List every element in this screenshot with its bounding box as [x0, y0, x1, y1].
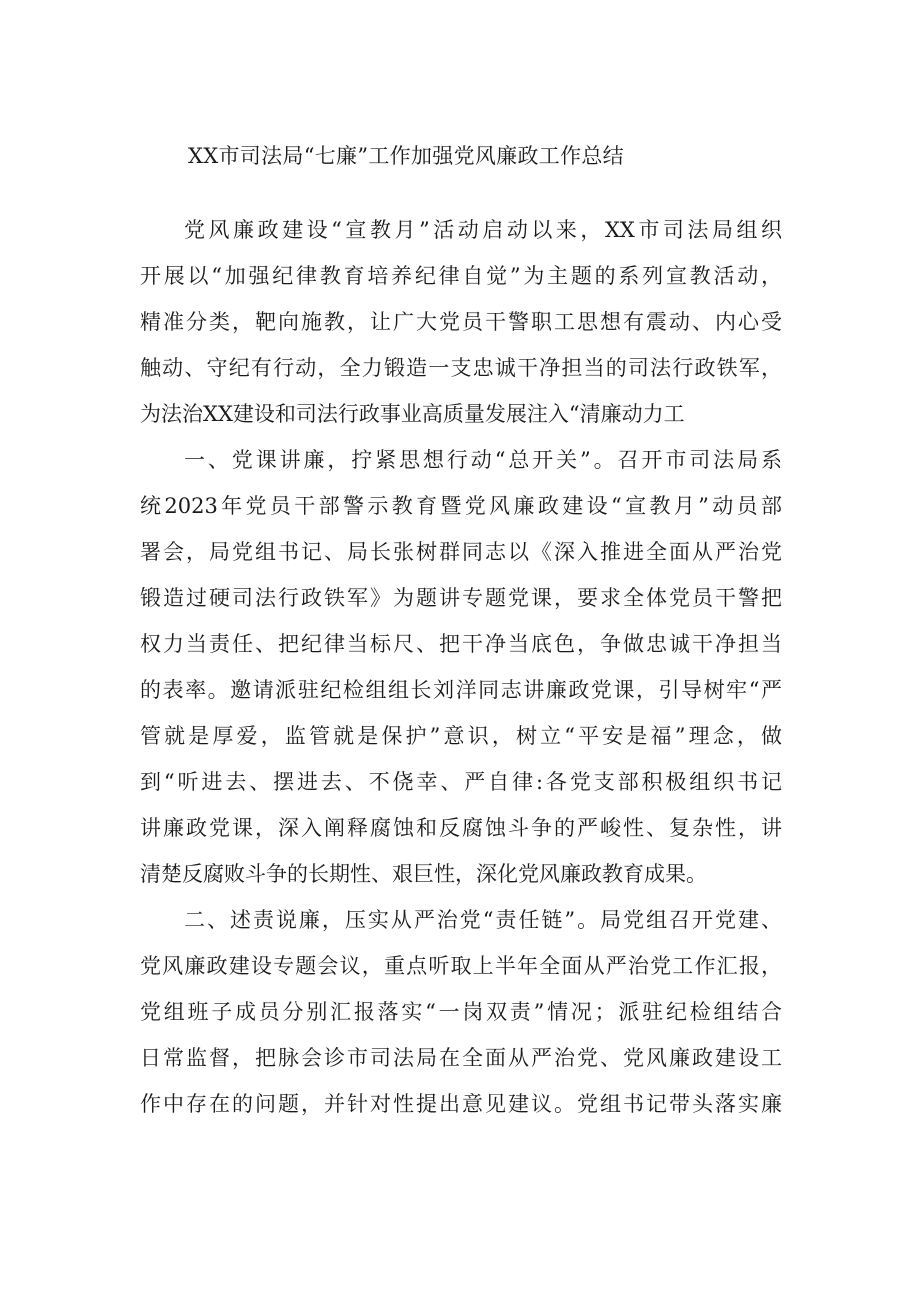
- paragraph-line: 党风廉政建设“宣教月”活动启动以来，XX市司法局组织: [184, 218, 782, 242]
- paragraph-section-one: [140, 437, 782, 897]
- paragraph-line: 日常监督，把脉会诊市司法局在全面从严治党、党风廉政建设工: [140, 1046, 782, 1070]
- paragraph-line: 一、党课讲廉，拧紧思想行动“总开关”。召开市司法局系: [184, 448, 782, 472]
- paragraph-line: 精准分类，靶向施教，让广大党员干警职工思想有震动、内心受: [140, 310, 782, 334]
- paragraph-line: 为法治XX建设和司法行政事业高质量发展注入“清廉动力工: [140, 402, 685, 426]
- paragraph-line: 权力当责任、把纪律当标尺、把干净当底色，争做忠诚干净担当: [140, 632, 782, 656]
- paragraph-line: 到“听进去、摆进去、不侥幸、严自律:各党支部积极组织书记: [140, 770, 782, 794]
- paragraph-line: 党组班子成员分别汇报落实“一岗双责”情况；派驻纪检组结合: [140, 1000, 782, 1024]
- paragraph-line: 开展以“加强纪律教育培养纪律自觉”为主题的系列宣教活动，: [140, 264, 782, 288]
- paragraph-line: 讲廉政党课，深入阐释腐蚀和反腐蚀斗争的严峻性、复杂性，讲: [140, 816, 782, 840]
- paragraph-line: 统2023年党员干部警示教育暨党风廉政建设“宣教月”动员部: [140, 494, 782, 518]
- paragraph-line: 清楚反腐败斗争的长期性、艰巨性，深化党风廉政教育成果。: [140, 862, 707, 886]
- paragraph-line: 锻造过硬司法行政铁军》为题讲专题党课，要求全体党员干警把: [140, 586, 782, 610]
- paragraph-line: 的表率。邀请派驻纪检组组长刘洋同志讲廉政党课，引导树牢“严: [140, 678, 782, 702]
- paragraph-line: 管就是厚爱，监管就是保护”意识，树立“平安是福”理念，做: [140, 724, 782, 748]
- paragraph-section-two: [140, 897, 782, 1127]
- paragraph-line: 作中存在的问题，并针对性提出意见建议。党组书记带头落实廉: [140, 1092, 782, 1116]
- paragraph-line: 触动、守纪有行动，全力锻造一支忠诚干净担当的司法行政铁军，: [140, 356, 782, 380]
- paragraph-intro: [140, 207, 782, 437]
- document-body: [140, 207, 782, 1127]
- document-title: XX市司法局“七廉”工作加强党风廉政工作总结: [188, 144, 624, 168]
- paragraph-line: 署会，局党组书记、局长张树群同志以《深入推进全面从严治党: [140, 540, 782, 564]
- paragraph-line: 二、述责说廉，压实从严治党“责任链”。局党组召开党建、: [184, 908, 782, 932]
- paragraph-line: 党风廉政建设专题会议，重点听取上半年全面从严治党工作汇报，: [140, 954, 782, 978]
